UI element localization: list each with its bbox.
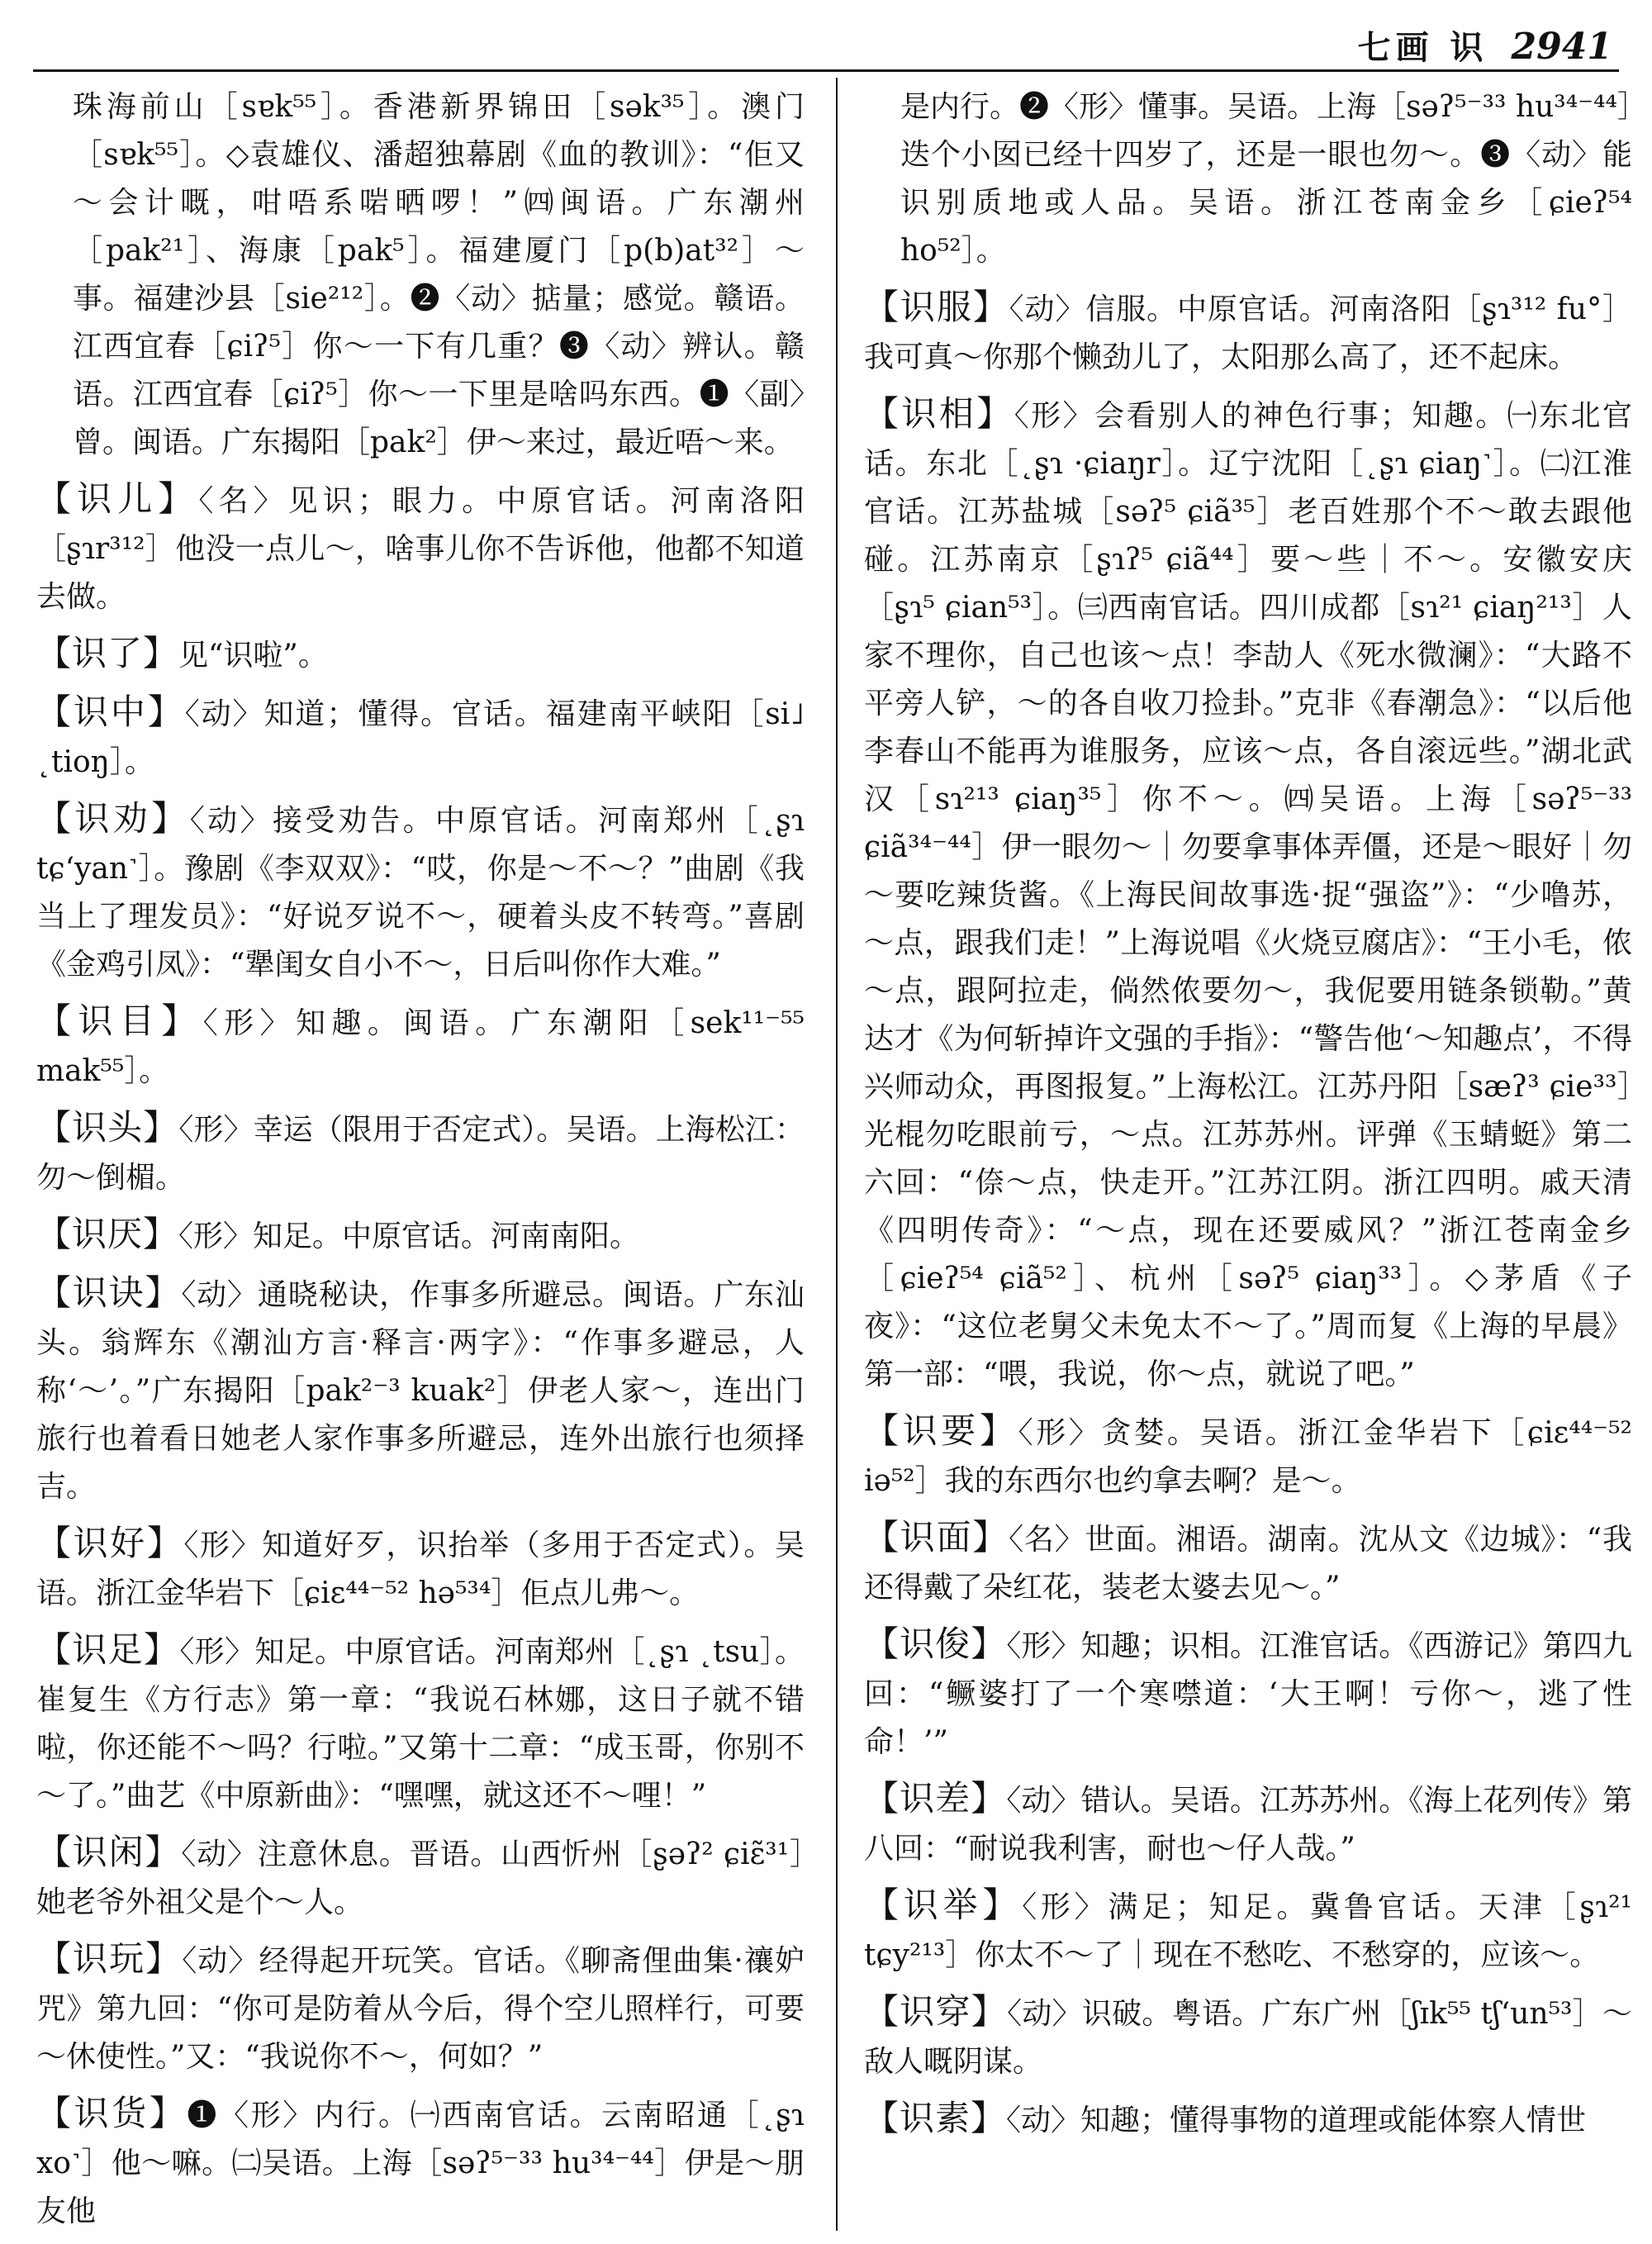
entry-definition: 〈形〉知足。中原官话。河南南阳。 (178, 1219, 640, 1253)
entry-headword: 【识面】 (864, 1517, 1009, 1557)
entry-headword: 【识相】 (864, 393, 1014, 434)
dictionary-entry (36, 1828, 805, 1927)
dictionary-entry (864, 1988, 1632, 2086)
entry-headword: 【识要】 (864, 1410, 1018, 1451)
dictionary-entry (864, 1620, 1632, 1766)
entry-definition: 〈形〉满足；知足。冀鲁官话。天津［ʂɿ²¹ tɕy²¹³］你太不～了｜现在不愁吃、不愁穿的，应该～。 (864, 1890, 1632, 1972)
header-rule (33, 69, 1619, 72)
left-column (36, 81, 805, 2244)
dictionary-entry (864, 1407, 1632, 1505)
entry-headword: 【识儿】 (36, 478, 199, 519)
entry-definition: 〈动〉接受劝告。中原官话。河南郑州［˛ʂɿ tɕ‘yan˺］。豫剧《李双双》：“哎，你是～不～？”曲剧《我当上了理发员》：“好说歹说不～，硬着头皮不转弯。”喜剧《金鸡引凤》：“犟闺女自小不～，日后叫你作大难。” (36, 804, 805, 982)
entry-definition: 〈动〉通晓秘诀，作事多所避忌。闽语。广东汕头。翁辉东《潮汕方言·释言·两字》：“作事多避忌，人称‘～’。”广东揭阳［pak²⁻³ kuak²］伊老人家～，连出门旅行也着看日她老人家作事多所避忌，连外出旅行也须择吉。 (36, 1278, 805, 1504)
dictionary-entry (864, 1775, 1632, 1873)
entry-definition: 〈名〉见识；眼力。中原官话。河南洛阳［ʂɿr³¹²］他没一点儿～，啥事儿你不告诉他，他都不知道去做。 (36, 484, 805, 614)
entry-definition: 〈形〉知道好歹，识抬举（多用于否定式）。吴语。浙江金华岩下［ɕiɛ⁴⁴⁻⁵² hə⁵³⁴］佢点儿弗～。 (36, 1528, 805, 1610)
dictionary-entry (36, 81, 805, 467)
entry-headword: 【识中】 (36, 692, 185, 732)
entry-definition: 〈动〉经得起开玩笑。官话。《聊斋俚曲集·禳妒咒》第九回：“你可是防着从今后，得个空儿照样行，可要～休使性。”又：“我说你不～，何如？” (36, 1944, 805, 2074)
entry-definition: 〈动〉知趣；懂得事物的道理或能体察人情世 (1006, 2104, 1587, 2137)
entry-headword: 【识素】 (864, 2098, 1007, 2138)
entry-headword: 【识劝】 (36, 798, 190, 839)
entry-definition: 〈形〉幸运（限用于否定式）。吴语。上海松江：勿～倒楣。 (36, 1113, 805, 1195)
entry-definition: 〈名〉世面。湘语。湖南。沈从文《边城》：“我还得戴了朵红花，装老太婆去见～。” (864, 1523, 1632, 1605)
entry-definition: ❶〈形〉内行。㈠西南官话。云南昭通［˛ʂɿ xo˺］他～嘛。㈡吴语。上海［səʔ⁵⁻³³ hu³⁴⁻⁴⁴］伊是～朋友他 (36, 2099, 805, 2228)
dictionary-entry (36, 630, 805, 680)
entry-definition: 〈动〉信服。中原官话。河南洛阳［ʂɿ³¹² fu°］我可真～你那个懒劲儿了，太阳那么高了，还不起床。 (864, 292, 1632, 374)
entry-headword: 【识头】 (36, 1107, 179, 1148)
dictionary-entry (36, 997, 805, 1096)
entry-headword: 【识俊】 (864, 1624, 1007, 1664)
entry-headword: 【识差】 (864, 1778, 1007, 1818)
dictionary-entry (36, 1210, 805, 1261)
dictionary-entry (864, 1514, 1632, 1612)
page-number: 2941 (1511, 26, 1612, 68)
entry-headword: 【识货】 (36, 2093, 188, 2133)
entry-headword: 【识目】 (36, 1001, 203, 1041)
dictionary-entry (36, 2089, 805, 2236)
entry-definition: 〈动〉知道；懂得。官话。福建南平峡阳［si˩ ˛tioŋ］。 (36, 697, 805, 779)
right-column (864, 81, 1632, 2153)
dictionary-entry (36, 1935, 805, 2081)
entry-headword: 【识闲】 (36, 1832, 182, 1872)
dictionary-entry (36, 475, 805, 621)
entry-definition: 〈形〉贪婪。吴语。浙江金华岩下［ɕiɛ⁴⁴⁻⁵² iə⁵²］我的东西尔也约拿去啊？是～。 (864, 1416, 1632, 1498)
entry-headword: 【识诀】 (36, 1272, 182, 1313)
entry-headword: 【识服】 (864, 287, 1009, 327)
entry-headword: 【识玩】 (36, 1938, 183, 1979)
entry-headword: 【识举】 (864, 1885, 1023, 1925)
entry-headword: 【识了】 (36, 633, 179, 673)
entry-definition: 〈形〉会看别人的神色行事；知趣。㈠东北官话。东北［˛ʂɿ ·ɕiaŋr］。辽宁沈阳［˛ʂɿ ɕiaŋ˺］。㈡江淮官话。江苏盐城［səʔ⁵ ɕiã³⁵］老百姓那个不～敢去跟他碰。江苏南京［ʂɿʔ⁵ ɕiã⁴⁴］要～些｜不～。安徽安庆［ʂɿ⁵ ɕian⁵³］。㈢西南官话。四川成都［sɿ²¹ ɕiaŋ²¹³］人家不理你，自己也该～点！李劼人《死水微澜》：“大路不平旁人铲，～的各自收刀捡卦。”克非《春潮急》：“以后他李春山不能再为谁服务，应该～点，各自滚远些。”湖北武汉［sɿ²¹³ ɕiaŋ³⁵］你不～。㈣吴语。上海［səʔ⁵⁻³³ ɕiã³⁴⁻⁴⁴］伊一眼勿～｜勿要拿事体弄僵，还是～眼好｜勿～要吃辣货酱。《上海民间故事选·捉“强盗”》：“少噜苏，～点，跟我们走！”上海说唱《火烧豆腐店》：“王小毛，侬～点，跟阿拉走，倘然侬要勿～，我伲要用链条锁勒。”黄达才《为何斩掉许文强的手指》：“警告他‘～知趣点’，不得兴师动众，再图报复。”上海松江。江苏丹阳［sæʔ³ ɕie³³］光棍勿吃眼前亏，～点。江苏苏州。评弹《玉蜻蜓》第二六回：“倷～点，快走开。”江苏江阴。浙江四明。戚天清《四明传奇》：“～点，现在还要威风？”浙江苍南金乡［ɕieʔ⁵⁴ ɕiã⁵²］、杭州［səʔ⁵ ɕiaŋ³³］。◇茅盾《子夜》：“这位老舅父未免太不～了。”周而复《上海的早晨》第一部：“喂，我说，你～点，就说了吧。” (864, 399, 1632, 1391)
entry-definition: 珠海前山［sɐk⁵⁵］。香港新界锦田［sək³⁵］。澳门［sɐk⁵⁵］。◇袁雄仪、潘超独幕剧《血的教训》：“佢又～会计嘅，咁唔系啱晒啰！”㈣闽语。广东潮州［pak²¹］、海康［pak⁵］。福建厦门［p(b)at³²］～事。福建沙县［sie²¹²］。❷〈动〉掂量；感觉。赣语。江西宜春［ɕiʔ⁵］你～一下有几重？❸〈动〉辨认。赣语。江西宜春［ɕiʔ⁵］你～一下里是啥吗东西。❶〈副〉曾。闽语。广东揭阳［pak²］伊～来过，最近唔～来。 (73, 90, 805, 459)
entry-definition: 〈动〉识破。粤语。广东广州［ʃɪk⁵⁵ tʃ‘un⁵³］～敌人嘅阴谋。 (864, 1997, 1632, 2079)
dictionary-entry (36, 1104, 805, 1202)
entry-definition: 〈形〉知趣；识相。江淮官话。《西游记》第四九回：“鳜婆打了一个寒噤道：‘大王啊！亏你～，逃了性命！’” (864, 1629, 1632, 1759)
entry-definition: 〈形〉知趣。闽语。广东潮阳［sek¹¹⁻⁵⁵ mak⁵⁵］。 (36, 1006, 805, 1088)
entry-definition: 见“识啦”。 (178, 639, 328, 673)
entry-headword: 【识足】 (36, 1629, 180, 1670)
dictionary-entry (864, 283, 1632, 382)
entry-headword: 【识穿】 (864, 1991, 1008, 2032)
dictionary-entry (864, 81, 1632, 275)
dictionary-entry (864, 2094, 1632, 2145)
entry-headword: 【识好】 (36, 1523, 184, 1563)
dictionary-entry (36, 795, 805, 989)
entry-headword: 【识厌】 (36, 1214, 179, 1254)
section-title: 七画 识 (1357, 28, 1488, 67)
entry-definition: 是内行。❷〈形〉懂事。吴语。上海［səʔ⁵⁻³³ hu³⁴⁻⁴⁴］迭个小囡已经十四岁了，还是一眼也勿～。❸〈动〉能识别质地或人品。吴语。浙江苍南金乡［ɕieʔ⁵⁴ ho⁵²］。 (900, 90, 1632, 268)
entry-definition: 〈动〉注意休息。晋语。山西忻州［ʂəʔ² ɕiɛ̃³¹］她老爷外祖父是个～人。 (36, 1838, 805, 1919)
column-divider (836, 78, 838, 2231)
dictionary-entry (36, 1519, 805, 1618)
entry-definition: 〈形〉知足。中原官话。河南郑州［˛ʂɿ ˛tsu］。崔复生《方行志》第一章：“我说石林娜，这日子就不错啦，你还能不～吗？行啦。”又第十二章：“成玉哥，你别不～了。”曲艺《中原新曲》：“嘿嘿，就这还不～哩！” (36, 1635, 805, 1813)
dictionary-entry (36, 1269, 805, 1511)
page-header (40, 21, 1612, 68)
dictionary-entry (864, 390, 1632, 1399)
dictionary-entry (36, 688, 805, 787)
dictionary-entry (864, 1881, 1632, 1980)
dictionary-entry (36, 1626, 805, 1820)
entry-definition: 〈动〉错认。吴语。江苏苏州。《海上花列传》第八回：“耐说我利害，耐也～仔人哉。” (864, 1784, 1632, 1866)
